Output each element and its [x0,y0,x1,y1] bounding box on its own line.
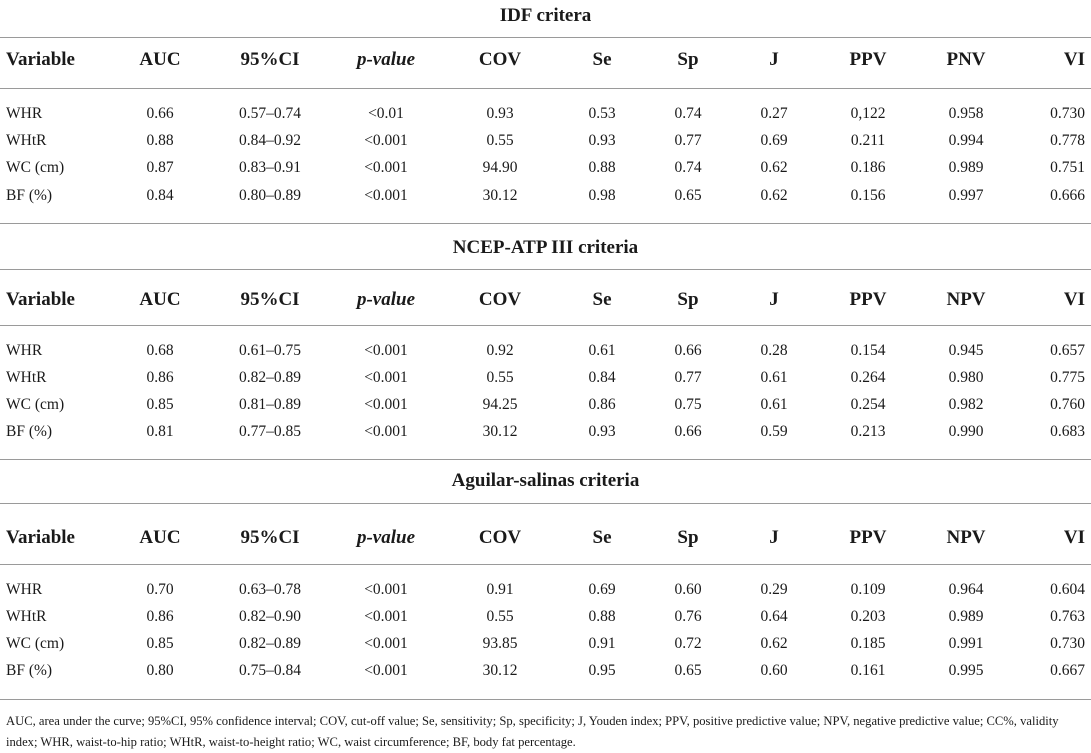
cell: 0.84–0.92 [239,132,301,149]
cell: 0.64 [760,608,788,625]
cell: 0.55 [486,608,514,625]
header-row [0,49,1091,73]
section-title-aguilar: Aguilar-salinas criteria [451,470,640,491]
cell: <0.001 [364,635,408,652]
cell: 0.75 [674,396,702,413]
cell: 0.62 [760,635,788,652]
cell: 0.53 [588,105,616,122]
col-header: AUC [139,527,181,548]
section-title-ncep: NCEP-ATP III criteria [452,237,639,258]
cell: 0.751 [1050,159,1085,176]
rule [0,503,1091,504]
cell: <0.001 [364,369,408,386]
cell: 0.74 [674,159,702,176]
cell: 0.81–0.89 [239,396,301,413]
cell: 0,122 [850,105,886,122]
table-footnote: AUC, area under the curve; 95%CI, 95% confidence interval; COV, cut-off value; Se, sensitivity; Sp, specificity; J, Youden index; PPV, positive predictive value; NPV, negative predictive value; CC%, validity index; WHR, waist-to-hip ratio; WHtR, waist-to-height ratio; WC, waist circumference; BF, body fat percentage. [6,714,1059,749]
col-header: COV [478,289,522,310]
cell: 0.213 [850,423,886,440]
col-header: PNV [946,49,986,70]
cell: 0.203 [850,608,886,625]
cell: 0.657 [1050,342,1085,359]
cell: 0.161 [850,662,886,679]
cell: <0.001 [364,396,408,413]
cell: 0.990 [948,423,984,440]
cell: 0.76 [674,608,702,625]
cell: 0.85 [146,396,174,413]
cell: 0.83–0.91 [239,159,301,176]
col-header: PPV [849,527,887,548]
cell: 0.65 [674,662,702,679]
cell: <0.01 [368,105,404,122]
cell: 0.93 [588,423,616,440]
cell: WHtR [6,369,47,386]
cell: 0.80 [146,662,174,679]
cell: 0.66 [146,105,174,122]
cell: WHR [6,342,43,359]
col-header: Se [592,49,612,70]
cell: BF (%) [6,187,53,204]
cell: 94.25 [482,396,518,413]
col-header: AUC [139,289,181,310]
cell: <0.001 [364,159,408,176]
cell: 0.98 [588,187,616,204]
col-header: PPV [849,289,887,310]
cell: 0.989 [948,159,984,176]
cell: 0.85 [146,635,174,652]
cell: 0.80–0.89 [239,187,301,204]
cell: 0.667 [1050,662,1085,679]
cell: 0.66 [674,342,702,359]
cell: 0.88 [588,608,616,625]
rule [0,88,1091,89]
cell: 0.93 [486,105,514,122]
cell: 0.57–0.74 [239,105,301,122]
cell: 0.964 [948,581,984,598]
cell: WHtR [6,608,47,625]
cell: 0.92 [486,342,514,359]
rule [0,325,1091,326]
col-header: J [769,289,779,310]
col-header: Variable [6,289,75,310]
col-header: NPV [946,289,986,310]
table-row [0,187,1091,211]
header-row [0,289,1091,313]
cell: 0.59 [760,423,788,440]
cell: 0.69 [760,132,788,149]
header-row [0,527,1091,551]
col-header: COV [478,527,522,548]
cell: 0.62 [760,159,788,176]
cell: 0.109 [850,581,886,598]
col-header: COV [478,49,522,70]
col-header: Sp [677,527,699,548]
cell: 0.61 [588,342,616,359]
cell: <0.001 [364,581,408,598]
cell: 0.82–0.89 [239,635,301,652]
cell: <0.001 [364,132,408,149]
cell: <0.001 [364,608,408,625]
table-row [0,581,1091,605]
cell: <0.001 [364,423,408,440]
cell: WHR [6,105,43,122]
cell: 0.88 [146,132,174,149]
cell: 0.982 [948,396,984,413]
rule [0,699,1091,700]
cell: WHtR [6,132,47,149]
cell: 0.86 [588,396,616,413]
cell: 0.86 [146,608,174,625]
table-row [0,662,1091,686]
col-header: AUC [139,49,181,70]
cell: 0.55 [486,132,514,149]
col-header: Variable [6,49,75,70]
cell: 0.185 [850,635,886,652]
cell: 0.730 [1050,635,1085,652]
cell: 0.69 [588,581,616,598]
col-header: Sp [677,289,699,310]
table-row [0,396,1091,420]
cell: <0.001 [364,187,408,204]
cell: 0.55 [486,369,514,386]
col-header: p-value [356,49,416,70]
cell: 30.12 [482,662,518,679]
col-header: VI [1063,289,1085,310]
cell: 0.60 [760,662,788,679]
col-header: Variable [6,527,75,548]
cell: 0.75–0.84 [239,662,301,679]
cell: 0.154 [850,342,886,359]
cell: 0.72 [674,635,702,652]
cell: 0.77–0.85 [239,423,301,440]
rule [0,459,1091,460]
cell: 0.730 [1050,105,1085,122]
col-header: VI [1063,527,1085,548]
cell: 0.156 [850,187,886,204]
cell: 30.12 [482,187,518,204]
col-header: 95%CI [240,289,300,310]
cell: 0.62 [760,187,788,204]
cell: 0.84 [146,187,174,204]
cell: 0.991 [948,635,984,652]
table-row [0,369,1091,393]
cell: 0.86 [146,369,174,386]
cell: 0.683 [1050,423,1085,440]
rule [0,37,1091,38]
cell: 0.93 [588,132,616,149]
table-row [0,159,1091,183]
cell: 93.85 [482,635,518,652]
cell: 0.63–0.78 [239,581,301,598]
col-header: p-value [356,289,416,310]
cell: 0.82–0.89 [239,369,301,386]
cell: 30.12 [482,423,518,440]
cell: 0.958 [948,105,984,122]
cell: 0.82–0.90 [239,608,301,625]
cell: <0.001 [364,342,408,359]
col-header: 95%CI [240,49,300,70]
col-header: p-value [356,527,416,548]
cell: 0.91 [588,635,616,652]
cell: 0.211 [850,132,886,149]
col-header: J [769,527,779,548]
col-header: VI [1063,49,1085,70]
col-header: NPV [946,527,986,548]
table-row [0,635,1091,659]
cell: 0.66 [674,423,702,440]
cell: 0.87 [146,159,174,176]
cell: 0.604 [1050,581,1085,598]
cell: 0.65 [674,187,702,204]
table-row [0,132,1091,156]
cell: WC (cm) [6,396,65,413]
cell: 0.29 [760,581,788,598]
table-row [0,608,1091,632]
cell: WHR [6,581,43,598]
col-header: J [769,49,779,70]
cell: 0.88 [588,159,616,176]
cell: 0.91 [486,581,514,598]
cell: 0.61 [760,396,788,413]
table-row [0,342,1091,366]
cell: 0.980 [948,369,984,386]
rule [0,564,1091,565]
cell: 0.95 [588,662,616,679]
rule [0,269,1091,270]
cell: 0.27 [760,105,788,122]
col-header: Sp [677,49,699,70]
cell: 0.995 [948,662,984,679]
cell: BF (%) [6,662,53,679]
cell: 0.264 [850,369,886,386]
cell: 0.84 [588,369,616,386]
cell: WC (cm) [6,635,65,652]
cell: 0.60 [674,581,702,598]
cell: 94.90 [482,159,518,176]
cell: 0.61 [760,369,788,386]
cell: 0.994 [948,132,984,149]
cell: 0.70 [146,581,174,598]
cell: 0.997 [948,187,984,204]
cell: 0.28 [760,342,788,359]
cell: 0.74 [674,105,702,122]
cell: 0.77 [674,132,702,149]
cell: 0.763 [1050,608,1085,625]
cell: <0.001 [364,662,408,679]
cell: 0.77 [674,369,702,386]
cell: BF (%) [6,423,53,440]
rule [0,223,1091,224]
cell: 0.81 [146,423,174,440]
cell: 0.254 [850,396,886,413]
col-header: 95%CI [240,527,300,548]
cell: 0.61–0.75 [239,342,301,359]
cell: 0.760 [1050,396,1085,413]
col-header: Se [592,289,612,310]
cell: 0.778 [1050,132,1085,149]
cell: 0.666 [1050,187,1085,204]
cell: 0.945 [948,342,984,359]
cell: 0.186 [850,159,886,176]
cell: WC (cm) [6,159,65,176]
table-row [0,423,1091,447]
section-title-idf: IDF critera [499,5,592,26]
cell: 0.989 [948,608,984,625]
cell: 0.68 [146,342,174,359]
cell: 0.775 [1050,369,1085,386]
table-row [0,105,1091,129]
col-header: PPV [849,49,887,70]
col-header: Se [592,527,612,548]
